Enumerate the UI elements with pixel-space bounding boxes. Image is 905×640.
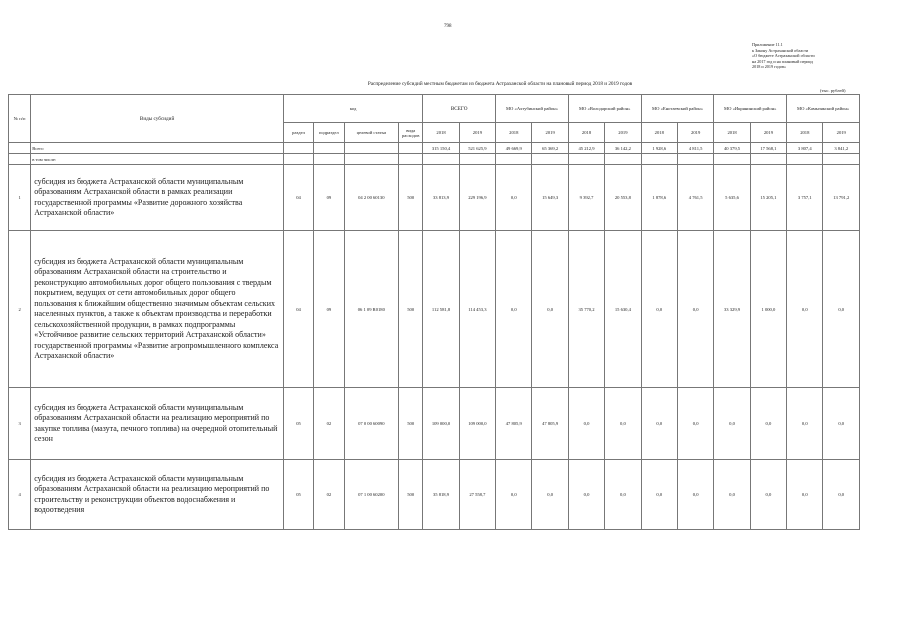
appendix-line: 2018 и 2019 годов»	[752, 64, 787, 70]
cell: 15 630,4	[605, 231, 641, 388]
row-num: 1	[9, 165, 31, 231]
cell: 09	[314, 231, 344, 388]
cell: 5 635,6	[714, 165, 750, 231]
cell: 65 369,2	[532, 143, 568, 154]
cell: 0,0	[532, 460, 568, 530]
document-title: Распределение субсидий местным бюджетам из бюджета Астраханской области на плановый период 2018 и 2019 годов	[367, 81, 633, 87]
header-kind: Виды субсидий	[31, 95, 284, 143]
page-number: 798	[444, 24, 452, 29]
cell: 0,0	[823, 231, 860, 388]
cell: 0,0	[677, 231, 713, 388]
header-stat: целевой статьи	[344, 123, 399, 143]
cell: 1 928,6	[641, 143, 677, 154]
cell: 15 205,1	[750, 165, 786, 231]
header-num: № п/п	[9, 95, 31, 143]
header-year: 2019	[677, 123, 713, 143]
cell: 02	[314, 388, 344, 460]
cell: 47 805,9	[532, 388, 568, 460]
cell: 45 212,9	[568, 143, 604, 154]
appendix-line: к Закону Астраханской области	[752, 47, 809, 53]
subsidy-name: субсидия из бюджета Астраханской области муниципальным образованиям Астраханской области на реализацию мероприятий по строительству и реконструкции объектов водоснабжения и водоотведения	[31, 460, 284, 530]
cell: 20 553,8	[605, 165, 641, 231]
cell: 0,0	[496, 165, 532, 231]
header-year: 2018	[568, 123, 604, 143]
cell: 4 761,5	[677, 165, 713, 231]
cell: 17 568,1	[750, 143, 786, 154]
header-mo5: МО «Камызякский район»	[787, 95, 860, 123]
header-podrazdel: подраздел	[314, 123, 344, 143]
cell: 40 379,5	[714, 143, 750, 154]
cell: 35 818,9	[423, 460, 459, 530]
header-mo3: МО «Енотаевский район»	[641, 95, 714, 123]
cell: 04	[283, 231, 313, 388]
header-year: 2019	[459, 123, 495, 143]
cell: 0,0	[641, 231, 677, 388]
cell: 0,0	[787, 388, 823, 460]
cell: 109 000,0	[459, 388, 495, 460]
cell: 0,0	[823, 460, 860, 530]
cell: 1 878,6	[641, 165, 677, 231]
cell: 1 000,0	[750, 231, 786, 388]
cell: 500	[399, 165, 423, 231]
cell: 0,0	[605, 388, 641, 460]
cell: 4 811,5	[677, 143, 713, 154]
header-year: 2018	[787, 123, 823, 143]
header-code: код	[283, 95, 422, 123]
cell: 09	[314, 165, 344, 231]
cell: 13 791,2	[823, 165, 860, 231]
cell: 0,0	[568, 460, 604, 530]
header-year: 2018	[496, 123, 532, 143]
appendix-line: на 2017 год и на плановый период	[752, 58, 813, 64]
cell: 500	[399, 231, 423, 388]
cell: 05	[283, 460, 313, 530]
table-row	[9, 388, 860, 460]
cell: 114 453,3	[459, 231, 495, 388]
cell: 9 392,7	[568, 165, 604, 231]
cell: 3 807,4	[787, 143, 823, 154]
header-year: 2019	[823, 123, 860, 143]
header-year: 2019	[605, 123, 641, 143]
row-num: 4	[9, 460, 31, 530]
appendix-line: Приложение 11.1	[752, 42, 783, 47]
cell: 0,0	[496, 231, 532, 388]
appendix-line: «О бюджете Астраханской области	[752, 53, 815, 59]
cell: 07 1 00 60200	[344, 460, 399, 530]
cell: 0,0	[750, 460, 786, 530]
subsidy-name: субсидия из бюджета Астраханской области муниципальным образованиям Астраханской области в рамках реализации государственной программы «Развитие дорожного хозяйства Астраханской области»	[31, 165, 284, 231]
cell: 521 625,9	[459, 143, 495, 154]
cell: 0,0	[532, 231, 568, 388]
cell: 0,0	[714, 388, 750, 460]
cell: 27 558,7	[459, 460, 495, 530]
subsidies-table	[8, 94, 860, 530]
subsidy-name: субсидия из бюджета Астраханской области муниципальным образованиям Астраханской области на строительство и реконструкцию автомобильных дорог общего пользования с твердым покрытием, ведущих от сети автомобильных дорог общего пользования к ближайшим общественно значимым объектам сельских населенных пунктов, а также к объектам производства и переработки сельскохозяйственной продукции, в рамках подпрограммы «Устойчивое развитие сельских территорий Астраханской области» государственной программы «Развитие агропромышленного комплекса Астраханской области»	[31, 231, 284, 388]
cell: 0,0	[677, 388, 713, 460]
table-row	[9, 231, 860, 388]
header-row-1	[9, 95, 860, 123]
header-razdel: раздел	[283, 123, 313, 143]
header-year: 2019	[750, 123, 786, 143]
header-mo2: МО «Володарский район»	[568, 95, 641, 123]
subsidy-name: субсидия из бюджета Астраханской области муниципальным образованиям Астраханской области на реализацию мероприятий по закупке топлива (мазута, печного топлива) на очередной отопительный сезон	[31, 388, 284, 460]
cell: 0,0	[823, 388, 860, 460]
cell: 500	[399, 460, 423, 530]
cell: 0,0	[714, 460, 750, 530]
row-num: 2	[9, 231, 31, 388]
cell: 0,0	[641, 460, 677, 530]
cell: 06 1 09 R0180	[344, 231, 399, 388]
cell: 0,0	[496, 460, 532, 530]
row-num: 3	[9, 388, 31, 460]
cell: 33 329,9	[714, 231, 750, 388]
cell: 500	[399, 388, 423, 460]
table-row	[9, 165, 860, 231]
header-year: 2018	[714, 123, 750, 143]
cell: 33 813,9	[423, 165, 459, 231]
header-mo4: МО «Икрянинский район»	[714, 95, 787, 123]
cell: 315 150,4	[423, 143, 459, 154]
cell: 0,0	[605, 460, 641, 530]
cell: 02	[314, 460, 344, 530]
cell: 229 196,9	[459, 165, 495, 231]
header-year: 2019	[532, 123, 568, 143]
cell: 0,0	[677, 460, 713, 530]
cell: 36 142,2	[605, 143, 641, 154]
header-mo1: МО «Ахтубинский район»	[496, 95, 569, 123]
including-row	[9, 154, 860, 165]
cell: 0,0	[787, 231, 823, 388]
cell: 109 000,0	[423, 388, 459, 460]
cell: 3 841,2	[823, 143, 860, 154]
cell: 0,0	[568, 388, 604, 460]
cell: 35 770,2	[568, 231, 604, 388]
appendix-note	[752, 42, 872, 70]
cell: 0,0	[787, 460, 823, 530]
cell: 0,0	[641, 388, 677, 460]
cell: 07 0 00 60090	[344, 388, 399, 460]
header-year: 2018	[641, 123, 677, 143]
cell: 04 2 00 60130	[344, 165, 399, 231]
table-row	[9, 460, 860, 530]
units-label: (тыс. рублей)	[820, 88, 846, 93]
header-total: ВСЕГО	[423, 95, 496, 123]
including-label: в том числе:	[31, 154, 284, 165]
total-row	[9, 143, 860, 154]
cell: 04	[283, 165, 313, 231]
header-year: 2018	[423, 123, 459, 143]
header-vid: вида расходов	[399, 123, 423, 143]
cell: 05	[283, 388, 313, 460]
cell: 3 757,1	[787, 165, 823, 231]
cell: 0,0	[750, 388, 786, 460]
cell: 47 805,9	[496, 388, 532, 460]
cell: 49 669,9	[496, 143, 532, 154]
total-label: Всего	[31, 143, 284, 154]
cell: 112 581,8	[423, 231, 459, 388]
cell: 15 649,3	[532, 165, 568, 231]
